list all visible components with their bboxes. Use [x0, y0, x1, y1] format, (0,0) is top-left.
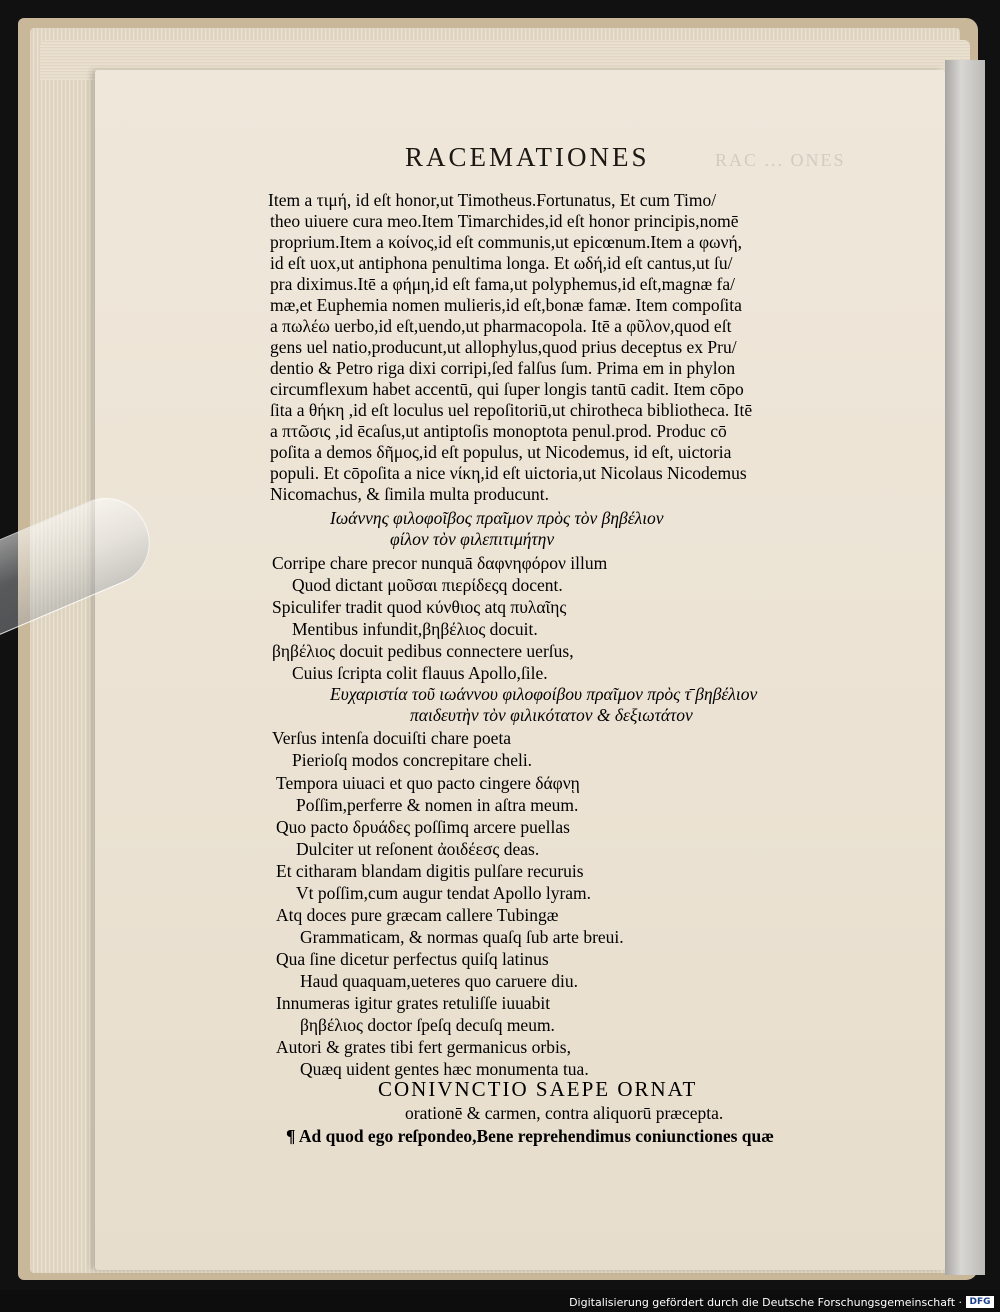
greek-dedication-line: φίλον τὸν φιλεπιτιμήτην — [390, 529, 555, 549]
text-line: theo uiuere cura meo.Item Timarchides,id eſt honor principis,nomē — [270, 211, 739, 231]
poem-line: Atq doces pure græcam callere Tubingæ — [276, 905, 559, 925]
running-head-bleedthrough: RAC ... ONES — [715, 150, 846, 170]
text-line: pra diximus.Itē a φήμη,id eſt fama,ut polyphemus,id eſt,magnæ fa/ — [270, 274, 735, 294]
paragraph-start-line: ¶ Ad quod ego reſpondeo,Bene reprehendimus coniunctiones quæ — [286, 1126, 774, 1146]
dfg-logo: DFG — [966, 1296, 994, 1308]
digitization-credit: Digitalisierung gefördert durch die Deutsche Forschungsgemeinschaft · — [569, 1296, 962, 1309]
poem-line: Quod dictant μοῦσαι πιερίδεςq docent. — [292, 575, 563, 595]
poem-line: Quæq uident gentes hæc monumenta tua. — [300, 1059, 589, 1079]
text-line: dentio & Petro riga dixi corripi,ſed falſus ſum. Prima em in phylon — [270, 358, 736, 378]
poem-line: Vt poſſim,cum augur tendat Apollo lyram. — [296, 883, 592, 903]
poem-line: Et citharam blandam digitis pulſare recuruis — [276, 861, 584, 881]
text-line: Item a τιμή, id eſt honor,ut Timotheus.Fortunatus, Et cum Timo/ — [268, 190, 717, 210]
text-line: a πωλέω uerbo,id eſt,uendo,ut pharmacopola. Itē a φῦλον,quod eſt — [270, 316, 732, 336]
poem-line: Verſus intenſa docuiſti chare poeta — [272, 728, 512, 748]
running-head: RACEMATIONES — [405, 142, 650, 172]
poem-line: Autori & grates tibi fert germanicus orbis, — [276, 1037, 571, 1057]
section-heading-subtitle: orationē & carmen, contra aliquorū præcepta. — [405, 1103, 724, 1123]
poem-line: Qua ſine dicetur perfectus quiſq latinus — [276, 949, 549, 969]
section-heading: CONIVNCTIO SAEPE ORNAT — [378, 1077, 698, 1101]
poem-line: Innumeras igitur grates retuliſſe iuuabit — [276, 993, 551, 1013]
text-line: circumflexum habet accentū, qui ſuper longis tantū cadit. Item cōpo — [270, 379, 744, 399]
greek-dedication-line: Ευχαριστία τοῦ ιωάννου φιλοφοίβου πραῖμον πρὸς τ̄ βηβέλιον — [330, 684, 758, 704]
text-line: Nicomachus, & ſimila multa producunt. — [270, 484, 549, 504]
text-line: mæ,et Euphemia nomen mulieris,id eſt,bonæ famæ. Item compoſita — [270, 295, 742, 315]
text-line: gens uel natio,producunt,ut allophylus,quod prius deceptus ex Pru/ — [270, 337, 737, 357]
poem-line: Poſſim,perferre & nomen in aſtra meum. — [296, 795, 579, 815]
book-right-edge — [945, 60, 985, 1275]
poem-line: Grammaticam, & normas quaſq ſub arte breui. — [300, 927, 624, 947]
greek-dedication-line: Ιωάννης φιλοφοῖβος πραῖμον πρὸς τὸν βηβέλιον — [330, 508, 664, 528]
poem-line: Spiculifer tradit quod κύνθιος atq πυλαῖης — [272, 597, 567, 617]
poem-line: Tempora uiuaci et quo pacto cingere δάφνῃ — [276, 773, 580, 793]
poem-line: Corripe chare precor nunquā δαφνηφόρον illum — [272, 553, 608, 573]
text-line: proprium.Item a κοίνος,id eſt communis,ut epicœnum.Item a φωνή, — [270, 232, 742, 252]
poem-line: βηβέλιος doctor ſpeſq decuſq meum. — [300, 1015, 555, 1035]
poem-line: Quo pacto δρυάδες poſſimq arcere puellas — [276, 817, 570, 837]
greek-dedication-line: παιδευτὴν τὸν φιλικότατον & δεξιωτάτον — [410, 705, 693, 725]
poem-line: Cuius ſcripta colit flauus Apollo,ſile. — [292, 663, 548, 683]
text-line: populi. Et cōpoſita a nice νίκη,id eſt uictoria,ut Nicolaus Nicodemus — [270, 463, 747, 483]
poem-line: Haud quaquam,ueteres quo caruere diu. — [300, 971, 578, 991]
text-line: id eſt uox,ut antiphona penultima longa. Et ωδή,id eſt cantus,ut ſu/ — [270, 253, 733, 273]
text-line: poſita a demos δῆμος,id eſt populus, ut Nicodemus, id eſt, uictoria — [270, 442, 732, 462]
poem-line: Pierioſq modos concrepitare cheli. — [292, 750, 533, 770]
poem-line: βηβέλιος docuit pedibus connectere uerſus, — [272, 641, 574, 661]
text-line: ſita a θήκη ,id eſt loculus uel repoſitoriū,ut chirotheca bibliotheca. Itē — [270, 400, 753, 420]
text-line: a πτῶσις ,id ēcaſus,ut antiptoſis monoptota penul.prod. Produc cō — [270, 421, 727, 441]
poem-line: Dulciter ut reſonent ἀοιδέεσς deas. — [296, 839, 540, 859]
poem-line: Mentibus infundit,βηβέλιος docuit. — [292, 619, 538, 639]
